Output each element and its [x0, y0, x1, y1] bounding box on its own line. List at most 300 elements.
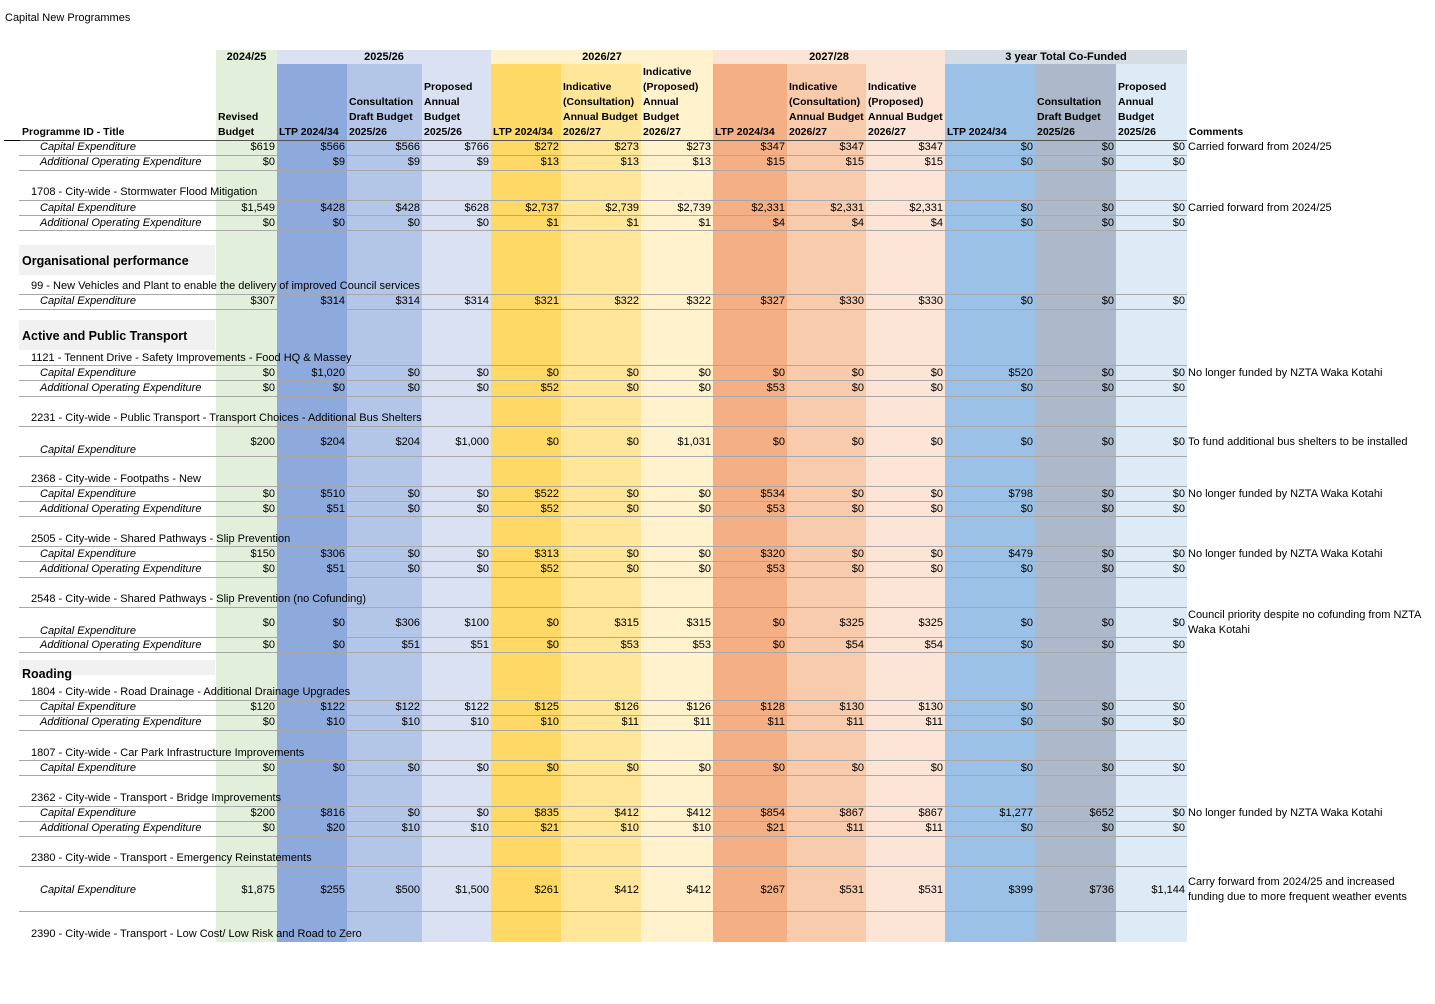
section-heading: Roading — [22, 667, 72, 681]
cell-value: $51 — [470, 639, 489, 651]
table-row — [0, 638, 1435, 653]
cell-value: $0 — [262, 762, 275, 774]
cell-value: $130 — [839, 701, 864, 713]
cell-value: $0 — [1020, 141, 1033, 153]
table-row — [0, 381, 1435, 396]
cell-value: $619 — [250, 141, 275, 153]
cell-value: $0 — [1172, 563, 1185, 575]
cell-value: $347 — [760, 141, 785, 153]
cell-value: $0 — [1172, 217, 1185, 229]
cell-value: $321 — [534, 295, 559, 307]
cell-value: $0 — [407, 217, 420, 229]
cell-value: $10 — [620, 822, 639, 834]
year-group-header: 2026/27 — [491, 50, 713, 64]
cell-value: $11 — [925, 822, 943, 834]
cell-value: $306 — [395, 616, 420, 629]
cell-value: $0 — [772, 367, 785, 379]
cell-value: $0 — [698, 548, 711, 560]
cell-value: $15 — [766, 156, 785, 168]
cell-value: $4 — [772, 217, 785, 229]
programme-title: 2390 - City-wide - Transport - Low Cost/ Low Risk and Road to Zero — [31, 928, 362, 940]
cell-value: $0 — [1101, 202, 1114, 214]
cell-value: $122 — [395, 701, 420, 713]
cell-value: $0 — [1172, 367, 1185, 379]
cell-value: $522 — [534, 488, 559, 500]
cell-value: $0 — [626, 367, 639, 379]
cell-value: $11 — [621, 716, 639, 728]
cell-value: $0 — [930, 367, 943, 379]
expenditure-label: Additional Operating Expenditure — [40, 217, 202, 229]
table-row — [0, 562, 1435, 577]
row-rule — [19, 170, 1187, 171]
cell-value: $52 — [540, 503, 559, 515]
cell-value: $0 — [1101, 141, 1114, 153]
cell-value: $11 — [767, 716, 785, 728]
cell-value: $628 — [464, 202, 489, 214]
column-header — [1035, 64, 1116, 140]
cell-value: $0 — [1172, 639, 1185, 651]
cell-value: $2,331 — [751, 202, 785, 214]
cell-value: $255 — [320, 883, 345, 896]
cell-value: $330 — [839, 295, 864, 307]
column-header-label: LTP 2024/34 — [947, 126, 1007, 138]
cell-value: $0 — [546, 367, 559, 379]
cell-value: $1,549 — [241, 202, 275, 214]
cell-value: $0 — [1101, 701, 1114, 713]
cell-value: $0 — [1172, 141, 1185, 153]
cell-value: $20 — [326, 822, 345, 834]
expenditure-label: Capital Expenditure — [40, 488, 137, 500]
cell-value: $320 — [760, 548, 785, 560]
cell-value: $0 — [546, 639, 559, 651]
column-header — [422, 64, 491, 140]
cell-value: $0 — [851, 503, 864, 515]
cell-value: $0 — [1101, 548, 1114, 560]
cell-value: $867 — [839, 807, 864, 819]
cell-value: $273 — [686, 141, 711, 153]
cell-value: $0 — [332, 639, 345, 651]
cell-value: $200 — [250, 807, 275, 819]
column-header-label: Indicative (Proposed) Annual Budget 2026/27 — [643, 66, 699, 138]
cell-value: $9 — [407, 156, 420, 168]
cell-value: $854 — [760, 807, 785, 819]
cell-value: $0 — [626, 563, 639, 575]
expenditure-label: Additional Operating Expenditure — [40, 503, 202, 515]
column-header — [216, 64, 277, 140]
cell-value: $0 — [698, 382, 711, 394]
cell-value: $322 — [614, 295, 639, 307]
cell-value: $0 — [1101, 503, 1114, 515]
programme-header-label: Programme ID - Title — [22, 126, 125, 138]
row-rule — [19, 577, 1187, 578]
column-header-label: Proposed Annual Budget 2025/26 — [1118, 81, 1167, 138]
table-row — [0, 366, 1435, 381]
programme-title: 1804 - City-wide - Road Drainage - Additional Drainage Upgrades — [31, 686, 351, 698]
cell-value: $51 — [326, 503, 345, 515]
column-header-label: Indicative (Consultation) Annual Budget 2026/27 — [789, 81, 864, 138]
column-header — [561, 64, 641, 140]
cell-value: $314 — [320, 295, 345, 307]
cell-value: $10 — [401, 716, 420, 728]
cell-value: $0 — [476, 503, 489, 515]
cell-value: $0 — [1020, 202, 1033, 214]
table-row — [0, 427, 1435, 457]
column-header — [347, 64, 422, 140]
cell-value: $9 — [476, 156, 489, 168]
cell-value: $0 — [262, 156, 275, 168]
cell-value: $0 — [407, 488, 420, 500]
programme-title: 2380 - City-wide - Transport - Emergency Reinstatements — [31, 852, 312, 864]
table-row — [0, 502, 1435, 517]
year-group-header: 2027/28 — [713, 50, 945, 64]
column-header-label: Indicative (Consultation) Annual Budget 2026/27 — [563, 81, 638, 138]
cell-value: $0 — [626, 435, 639, 448]
programme-row — [0, 791, 1435, 806]
cell-value: $479 — [1008, 548, 1033, 560]
table-row — [0, 487, 1435, 502]
cell-value: $314 — [464, 295, 489, 307]
comment-text: Carried forward from 2024/25 — [1188, 202, 1332, 214]
comments-header — [1187, 64, 1307, 140]
cell-value: $0 — [698, 503, 711, 515]
cell-value: $0 — [772, 762, 785, 774]
cell-value: $0 — [698, 367, 711, 379]
cell-value: $0 — [262, 488, 275, 500]
cell-value: $315 — [686, 616, 711, 629]
cell-value: $428 — [395, 202, 420, 214]
comment-text: Carry forward from 2024/25 and increased funding due to more frequent weather events — [1188, 875, 1407, 903]
programme-title: 2362 - City-wide - Transport - Bridge Improvements — [31, 792, 282, 804]
cell-value: $10 — [470, 716, 489, 728]
cell-value: $120 — [250, 701, 275, 713]
comment-text: To fund additional bus shelters to be installed — [1188, 435, 1408, 448]
programme-row — [0, 472, 1435, 487]
cell-value: $0 — [1172, 807, 1185, 819]
expenditure-label: Additional Operating Expenditure — [40, 716, 202, 728]
table-row — [0, 868, 1435, 912]
programme-title: 99 - New Vehicles and Plant to enable the delivery of improved Council services — [31, 280, 420, 292]
cell-value: $0 — [1101, 488, 1114, 500]
expenditure-label: Capital Expenditure — [40, 548, 137, 560]
cell-value: $0 — [332, 762, 345, 774]
cell-value: $1,144 — [1151, 883, 1185, 896]
cell-value: $330 — [918, 295, 943, 307]
table-row — [0, 294, 1435, 309]
cell-value: $0 — [1020, 639, 1033, 651]
cell-value: $0 — [851, 435, 864, 448]
cell-value: $0 — [1020, 701, 1033, 713]
cell-value: $1 — [698, 217, 711, 229]
cell-value: $0 — [332, 616, 345, 629]
year-group-header: 3 year Total Co-Funded — [945, 50, 1187, 64]
cell-value: $204 — [395, 435, 420, 448]
cell-value: $2,331 — [909, 202, 943, 214]
cell-value: $0 — [698, 762, 711, 774]
cell-value: $0 — [851, 548, 864, 560]
cell-value: $520 — [1008, 367, 1033, 379]
column-header — [277, 64, 347, 140]
cell-value: $0 — [262, 822, 275, 834]
cell-value: $0 — [476, 382, 489, 394]
programme-row — [0, 185, 1435, 200]
cell-value: $10 — [401, 822, 420, 834]
cell-value: $11 — [925, 716, 943, 728]
cell-value: $1,277 — [999, 807, 1033, 819]
programme-row — [0, 351, 1435, 366]
cell-value: $0 — [930, 435, 943, 448]
column-header-label: Indicative (Proposed) Annual Budget 2026/27 — [868, 81, 943, 138]
expenditure-label: Capital Expenditure — [40, 624, 137, 637]
programme-row — [0, 592, 1435, 607]
table-row — [0, 806, 1435, 821]
cell-value: $835 — [534, 807, 559, 819]
expenditure-label: Capital Expenditure — [40, 141, 137, 153]
cell-value: $566 — [320, 141, 345, 153]
year-group-header: 2025/26 — [277, 50, 491, 64]
programme-title: 2505 - City-wide - Shared Pathways - Slip Prevention — [31, 533, 291, 545]
cell-value: $0 — [851, 382, 864, 394]
cell-value: $126 — [614, 701, 639, 713]
cell-value: $0 — [1101, 639, 1114, 651]
comment-text: No longer funded by NZTA Waka Kotahi — [1188, 488, 1383, 500]
programme-title: 1121 - Tennent Drive - Safety Improvements - Food HQ & Massey — [31, 352, 352, 364]
cell-value: $2,739 — [605, 202, 639, 214]
cell-value: $0 — [407, 548, 420, 560]
comment-text: No longer funded by NZTA Waka Kotahi — [1188, 548, 1383, 560]
programme-title: 1708 - City-wide - Stormwater Flood Mitigation — [31, 186, 258, 198]
cell-value: $51 — [326, 563, 345, 575]
comment-text: Council priority despite no cofunding from NZTA Waka Kotahi — [1188, 608, 1421, 636]
cell-value: $0 — [1020, 716, 1033, 728]
cell-value: $0 — [476, 807, 489, 819]
row-rule — [19, 836, 1187, 837]
cell-value: $0 — [1020, 762, 1033, 774]
cell-value: $0 — [851, 762, 864, 774]
cell-value: $11 — [846, 716, 864, 728]
cell-value: $0 — [1101, 716, 1114, 728]
cell-value: $15 — [845, 156, 864, 168]
programme-row — [0, 746, 1435, 761]
cell-value: $52 — [540, 563, 559, 575]
cell-value: $10 — [540, 716, 559, 728]
cell-value: $0 — [1172, 701, 1185, 713]
cell-value: $412 — [686, 807, 711, 819]
cell-value: $11 — [693, 716, 711, 728]
cell-value: $1 — [546, 217, 559, 229]
cell-value: $0 — [1020, 503, 1033, 515]
cell-value: $13 — [692, 156, 711, 168]
cell-value: $0 — [407, 563, 420, 575]
cell-value: $0 — [1020, 217, 1033, 229]
cell-value: $313 — [534, 548, 559, 560]
cell-value: $0 — [1020, 382, 1033, 394]
cell-value: $0 — [626, 762, 639, 774]
cell-value: $0 — [476, 217, 489, 229]
cell-value: $0 — [930, 382, 943, 394]
column-header-label: Consultation Draft Budget 2025/26 — [1037, 96, 1102, 138]
cell-value: $53 — [766, 382, 785, 394]
column-header-label: LTP 2024/34 — [279, 126, 339, 138]
cell-value: $0 — [851, 563, 864, 575]
cell-value: $1,875 — [241, 883, 275, 896]
cell-value: $0 — [1020, 295, 1033, 307]
table-row — [0, 201, 1435, 216]
cell-value: $0 — [930, 563, 943, 575]
cell-value: $867 — [918, 807, 943, 819]
cell-value: $0 — [1172, 716, 1185, 728]
cell-value: $0 — [407, 762, 420, 774]
cell-value: $0 — [407, 807, 420, 819]
table-row — [0, 216, 1435, 231]
cell-value: $53 — [766, 503, 785, 515]
programme-title: 2231 - City-wide - Public Transport - Transport Choices - Additional Bus Shelters — [31, 412, 422, 424]
cell-value: $0 — [1101, 156, 1114, 168]
cell-value: $0 — [262, 367, 275, 379]
cell-value: $128 — [760, 701, 785, 713]
cell-value: $0 — [262, 639, 275, 651]
cell-value: $0 — [332, 217, 345, 229]
cell-value: $54 — [845, 639, 864, 651]
cell-value: $0 — [1101, 762, 1114, 774]
expenditure-label: Additional Operating Expenditure — [40, 382, 202, 394]
column-header — [787, 64, 866, 140]
cell-value: $0 — [626, 382, 639, 394]
cell-value: $510 — [320, 488, 345, 500]
cell-value: $306 — [320, 548, 345, 560]
cell-value: $125 — [534, 701, 559, 713]
cell-value: $122 — [464, 701, 489, 713]
cell-value: $412 — [614, 883, 639, 896]
cell-value: $52 — [540, 382, 559, 394]
expenditure-label: Capital Expenditure — [40, 807, 137, 819]
column-header — [641, 64, 713, 140]
cell-value: $0 — [1172, 503, 1185, 515]
cell-value: $0 — [1020, 435, 1033, 448]
page-title: Capital New Programmes — [5, 12, 131, 24]
cell-value: $0 — [1101, 616, 1114, 629]
expenditure-label: Capital Expenditure — [40, 701, 137, 713]
cell-value: $0 — [476, 367, 489, 379]
cell-value: $0 — [407, 367, 420, 379]
column-header-label: Revised Budget — [218, 111, 259, 138]
table-row — [0, 547, 1435, 562]
cell-value: $272 — [534, 141, 559, 153]
cell-value: $0 — [772, 435, 785, 448]
cell-value: $0 — [262, 716, 275, 728]
cell-value: $0 — [476, 762, 489, 774]
cell-value: $0 — [1172, 548, 1185, 560]
cell-value: $54 — [924, 639, 943, 651]
cell-value: $200 — [250, 435, 275, 448]
table-row — [0, 715, 1435, 730]
cell-value: $315 — [614, 616, 639, 629]
cell-value: $0 — [332, 382, 345, 394]
programme-title: 1807 - City-wide - Car Park Infrastructure Improvements — [31, 747, 305, 759]
cell-value: $0 — [262, 616, 275, 629]
expenditure-label: Additional Operating Expenditure — [40, 822, 202, 834]
cell-value: $0 — [1172, 382, 1185, 394]
programme-row — [0, 532, 1435, 547]
comment-text: No longer funded by NZTA Waka Kotahi — [1188, 807, 1383, 819]
cell-value: $0 — [546, 762, 559, 774]
cell-value: $0 — [1172, 156, 1185, 168]
cell-value: $13 — [620, 156, 639, 168]
column-header-label: Proposed Annual Budget 2025/26 — [424, 81, 473, 138]
column-header-label: Consultation Draft Budget 2025/26 — [349, 96, 414, 138]
cell-value: $0 — [698, 488, 711, 500]
cell-value: $500 — [395, 883, 420, 896]
cell-value: $0 — [1020, 822, 1033, 834]
cell-value: $736 — [1089, 883, 1114, 896]
cell-value: $347 — [918, 141, 943, 153]
comment-text: No longer funded by NZTA Waka Kotahi — [1188, 367, 1383, 379]
expenditure-label: Additional Operating Expenditure — [40, 563, 202, 575]
cell-value: $0 — [1101, 217, 1114, 229]
cell-value: $0 — [1101, 435, 1114, 448]
cell-value: $122 — [320, 701, 345, 713]
cell-value: $0 — [262, 217, 275, 229]
row-rule — [19, 309, 1187, 310]
cell-value: $0 — [851, 367, 864, 379]
cell-value: $2,739 — [677, 202, 711, 214]
cell-value: $0 — [1020, 156, 1033, 168]
cell-value: $0 — [262, 382, 275, 394]
cell-value: $0 — [1101, 563, 1114, 575]
cell-value: $10 — [326, 716, 345, 728]
cell-value: $1,031 — [677, 435, 711, 448]
cell-value: $0 — [546, 435, 559, 448]
cell-value: $0 — [930, 548, 943, 560]
expenditure-label: Additional Operating Expenditure — [40, 639, 202, 651]
cell-value: $314 — [395, 295, 420, 307]
cell-value: $0 — [1020, 616, 1033, 629]
programme-row — [0, 279, 1435, 294]
cell-value: $0 — [1101, 295, 1114, 307]
cell-value: $412 — [614, 807, 639, 819]
cell-value: $0 — [1172, 295, 1185, 307]
expenditure-label: Capital Expenditure — [40, 883, 137, 896]
cell-value: $9 — [332, 156, 345, 168]
cell-value: $2,737 — [525, 202, 559, 214]
cell-value: $1,000 — [455, 435, 489, 448]
table-row — [0, 761, 1435, 776]
cell-value: $0 — [476, 548, 489, 560]
cell-value: $15 — [924, 156, 943, 168]
cell-value: $325 — [918, 616, 943, 629]
cell-value: $0 — [546, 616, 559, 629]
cell-value: $0 — [698, 563, 711, 575]
table-row — [0, 155, 1435, 170]
cell-value: $10 — [470, 822, 489, 834]
column-header — [713, 64, 787, 140]
cell-value: $2,331 — [830, 202, 864, 214]
cell-value: $531 — [918, 883, 943, 896]
programme-header — [20, 64, 210, 140]
table-row — [0, 700, 1435, 715]
cell-value: $4 — [851, 217, 864, 229]
cell-value: $534 — [760, 488, 785, 500]
cell-value: $322 — [686, 295, 711, 307]
cell-value: $0 — [626, 488, 639, 500]
cell-value: $325 — [839, 616, 864, 629]
cell-value: $0 — [1172, 822, 1185, 834]
programme-row — [0, 685, 1435, 700]
cell-value: $0 — [407, 382, 420, 394]
cell-value: $21 — [766, 822, 785, 834]
programme-row — [0, 851, 1435, 866]
column-header — [945, 64, 1035, 140]
expenditure-label: Capital Expenditure — [40, 367, 137, 379]
